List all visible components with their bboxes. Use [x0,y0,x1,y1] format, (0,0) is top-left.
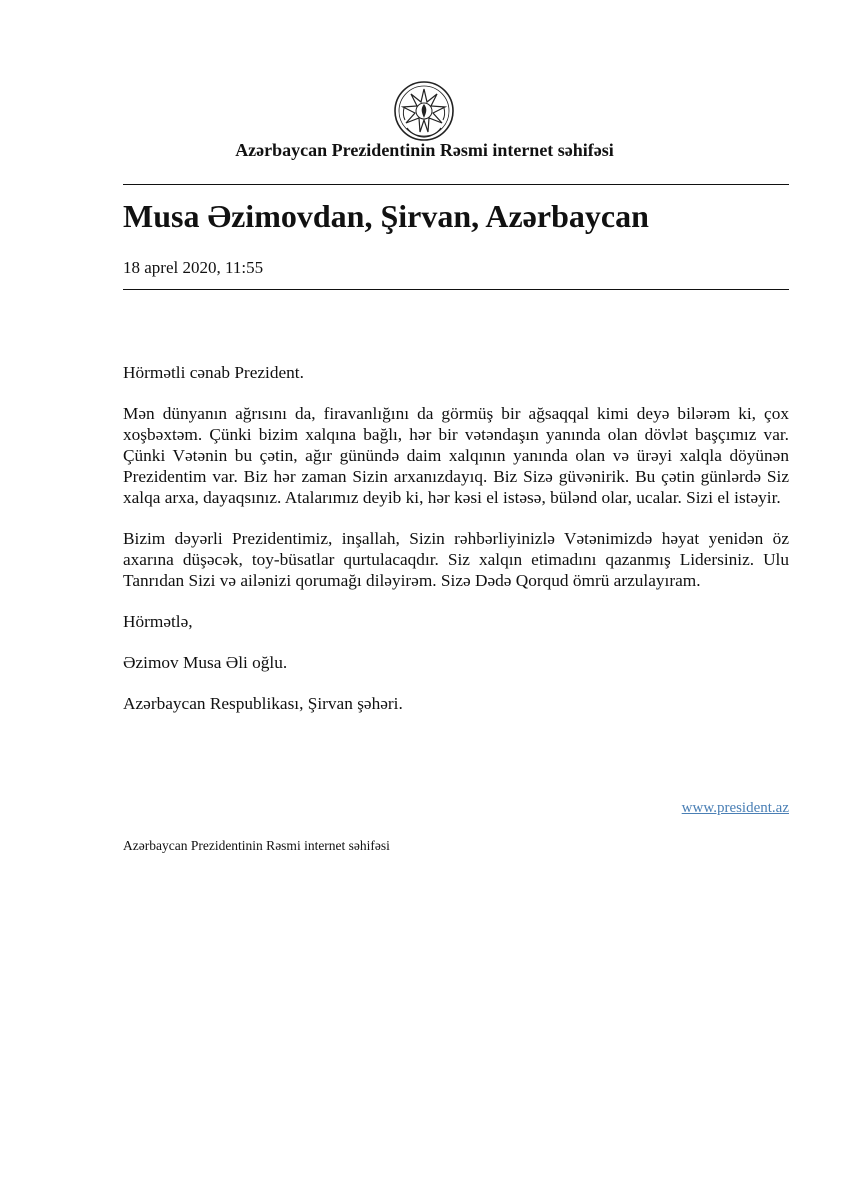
salutation: Hörmətli cənab Prezident. [123,363,304,382]
president-website-link[interactable]: www.president.az [681,800,789,816]
document-title: Musa Əzimovdan, Şirvan, Azərbaycan [123,198,649,234]
azerbaijan-state-emblem-icon [393,80,455,142]
footer-text: Azərbaycan Prezidentinin Rəsmi internet səhifəsi [123,838,390,853]
site-title: Azərbaycan Prezidentinin Rəsmi internet səhifəsi [235,140,614,160]
signature-location: Azərbaycan Respublikası, Şirvan şəhəri. [123,694,403,713]
closing: Hörmətlə, [123,612,193,631]
paragraph: Mən dünyanın ağrısını da, firavanlığını da görmüş bir ağsaqqal kimi deyə bilərəm ki, çox xoşbəxtəm. Çünki bizim xalqına bağlı, hər bir vətəndaşın yanında olan dövlət başçımız var. Çünki Vətənin bu çətin, ağır günündə daim xalqının yanında olan və ürəyi xalqla döyünən Prezidentim var. Biz hər zaman Sizin arxanızdayıq. Biz Sizə güvənirik. Bu çətin günlərdə Siz xalqa arxa, dayaqsınız. Atalarımız deyib ki, hər kəsi el istəsə, bülənd olar, ucalar. Sizi el istəyir. [123,404,789,507]
signature-name: Əzimov Musa Əli oğlu. [123,653,288,672]
paragraph: Bizim dəyərli Prezidentimiz, inşallah, Sizin rəhbərliyinizlə Vətənimizdə həyat yenidən öz axarına düşəcək, toy-büsatlar qurtulacaqdır. Siz xalqın etimadını qazanmış Lidersiniz. Ulu Tanrıdan Sizi və ailənizi qorumağı diləyirəm. Sizə Dədə Qorqud ömrü arzulayıram. [123,529,789,590]
title-divider [123,289,789,290]
header-divider [123,184,789,185]
document-date: 18 aprel 2020, 11:55 [123,258,264,277]
letter-body [123,362,789,734]
